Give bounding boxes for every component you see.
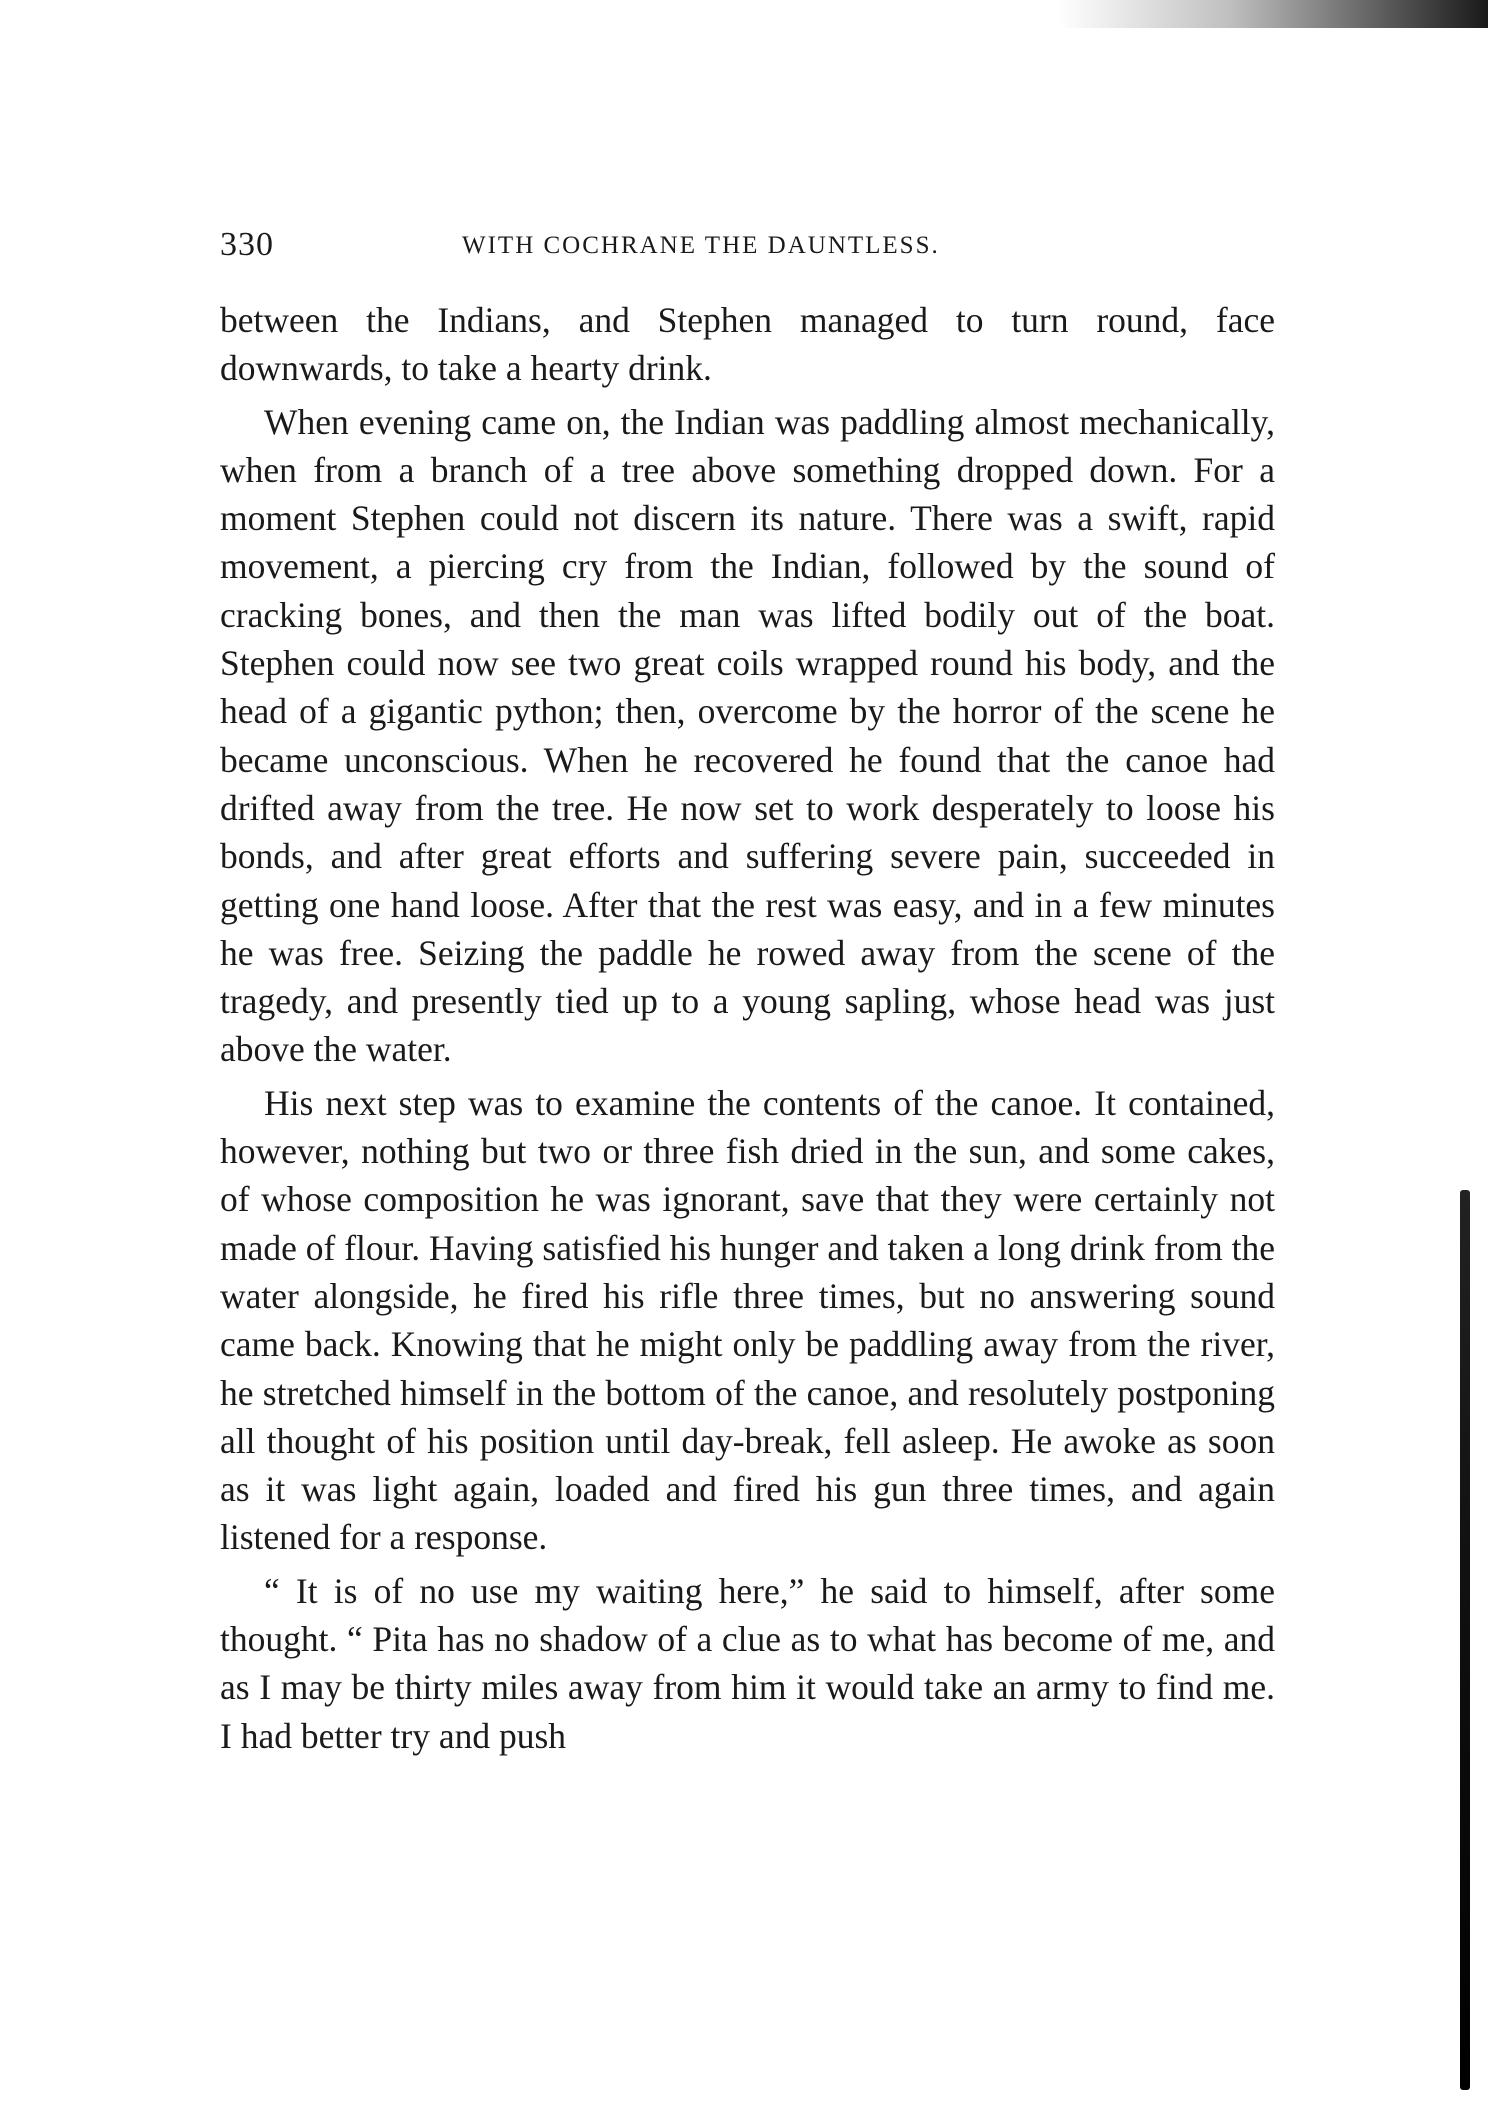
scan-shadow (1058, 0, 1488, 28)
page-number: 330 (220, 226, 274, 263)
running-head (220, 226, 1275, 266)
paragraph: “ It is of no use my waiting here,” he said to himself, after some thought. “ Pita has no shadow of a clue as to what has become of me, and as I may be thirty miles away from him it would take an army to find me. I had better try and push (220, 1570, 1275, 1756)
body-text (220, 296, 1275, 1760)
scan-edge-shadow (1460, 1190, 1470, 2090)
paragraph: When evening came on, the Indian was paddling almost mechanically, when from a branch of a tree above something dropped down. For a moment Stephen could not discern its nature. There was a swift, rapid movement, a piercing cry from the Indian, followed by the sound of cracking bones, and then the man was lifted bodily out of the boat. Stephen could now see two great coils wrapped round his body, and the head of a gigantic python; then, overcome by the horror of the scene he became unconscious. When he recovered he found that the canoe had drifted away from the tree. He now set to work desperately to loose his bonds, and after great efforts and suffering severe pain, succeeded in getting one hand loose. After that the rest was easy, and in a few minutes he was free. Seizing the paddle he rowed away from the scene of the tragedy, and presently tied up to a young sapling, whose head was just above the water. (220, 401, 1275, 1070)
running-title: WITH COCHRANE THE DAUNTLESS. (462, 232, 940, 259)
paragraph: between the Indians, and Stephen managed to turn round, face downwards, to take a hearty drink. (220, 300, 1275, 389)
paragraph: His next step was to examine the contents of the canoe. It contained, however, nothing but two or three fish dried in the sun, and some cakes, of whose composition he was ignorant, save that they were certainly not made of flour. Having satisfied his hunger and taken a long drink from the water alongside, he fired his rifle three times, but no answering sound came back. Knowing that he might only be paddling away from the river, he stretched himself in the bottom of the canoe, and resolutely postponing all thought of his position until day-break, fell asleep. He awoke as soon as it was light again, loaded and fired his gun three times, and again listened for a response. (220, 1082, 1275, 1558)
